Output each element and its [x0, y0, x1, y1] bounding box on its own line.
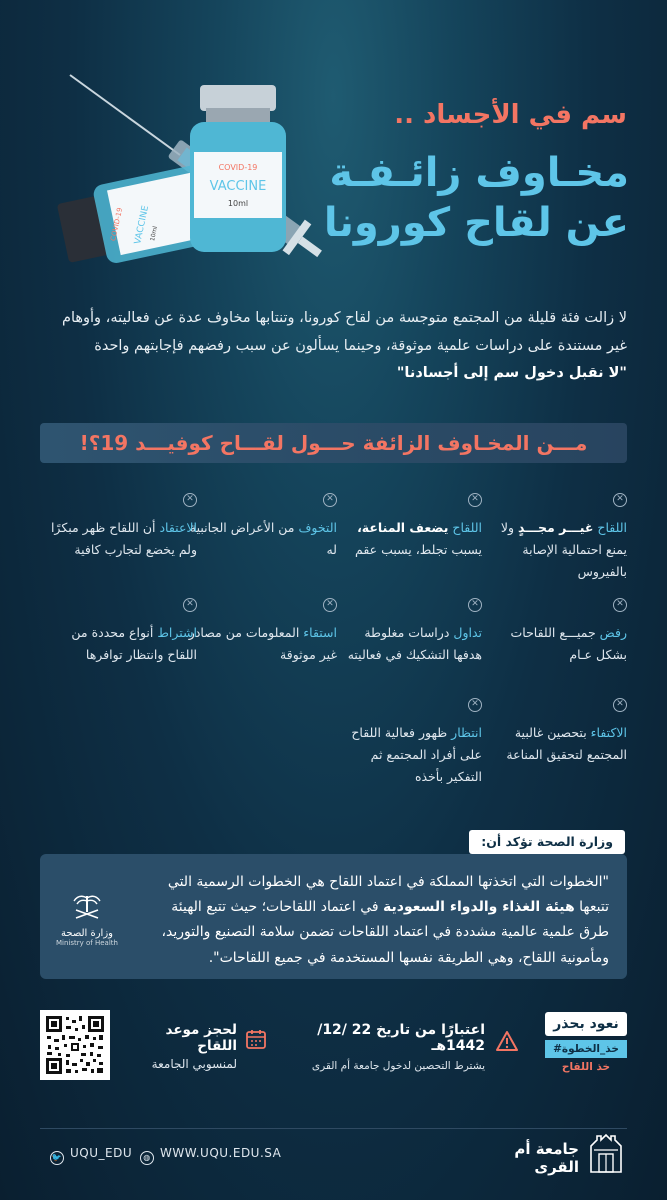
university-logo [467, 1132, 627, 1182]
x-circle-icon: ✕ [613, 698, 627, 712]
footer-divider [40, 1128, 627, 1129]
header-title-line2: عن لقاح كورونا [323, 200, 629, 246]
x-circle-icon: ✕ [613, 598, 627, 612]
notice-date: اعتبارًا من تاريخ 22 /12/ 1442هـ [317, 1022, 485, 1054]
myth-item [47, 494, 197, 561]
front-vial-label-top: COVID-19 [218, 163, 258, 172]
calendar-icon [245, 1028, 267, 1050]
header-subtitle: سم في الأجساد .. [394, 100, 627, 130]
myth-text: ظهور فعالية اللقاح على أفراد المجتمع ثم التفكير بأخذه [351, 725, 482, 784]
myth-item [332, 494, 482, 561]
section-banner: مـــن المخـاوف الزائفة حـــول لقـــاح كوفيـــد 19؟! [40, 423, 627, 463]
myth-item [332, 599, 482, 666]
campaign-badge [545, 1012, 627, 1084]
warning-triangle-icon [495, 1030, 519, 1052]
footer [40, 1138, 627, 1188]
ministry-logo-en: Ministry of Health [56, 939, 118, 947]
front-vial-label-main: VACCINE [209, 179, 267, 194]
header [0, 0, 667, 300]
myth-text: أن اللقاح ظهر مبكرًا ولم يخضع لتجارب كافية [50, 520, 197, 557]
x-circle-icon: ✕ [613, 493, 627, 507]
myth-item [187, 494, 337, 561]
ministry-text-part: "الخطوات التي اتخذتها المملكة في اعتماد اللقاح هي الخطوات الرسمية التي تتبعها [167, 874, 609, 916]
vaccine-illustration [40, 60, 340, 270]
myth-highlight: انتظار [451, 725, 482, 740]
intro-text: لا زالت فئة قليلة من المجتمع متوجسة من لقاح كورونا، وتنتابها مخاوف عدة عن فعاليته، وأوهام غير مستندة على دراسات علمية موثوقة، وحينما يسألون عن سبب رفضهم فإجابتهم واحدة [61, 310, 627, 354]
myth-text: بتحصين غالبية المجتمع لتحقيق المناعة [506, 725, 627, 762]
myth-text: المعلومات من مصادر غير موثوقة [188, 625, 337, 662]
booking-audience: لمنسوبي الجامعة [151, 1057, 237, 1071]
x-circle-icon: ✕ [468, 598, 482, 612]
myth-text: دراسات مغلوطة هدفها التشكيك في فعاليته [347, 625, 482, 662]
info-row [40, 1010, 627, 1090]
x-circle-icon: ✕ [468, 493, 482, 507]
myth-item [477, 494, 627, 583]
ministry-text-part: في اعتماد اللقاحات؛ حيث تتبع الهيئة طرق علمية عالمية مشددة في اعتماد اللقاحات تضمن سلامة التصنيع والتوريد، ومأمونية اللقاح، وهي الطريقة نفسها المستخدمة في جميع اللقاحات". [161, 899, 609, 966]
website-link[interactable] [140, 1146, 281, 1165]
intro-paragraph [40, 305, 627, 388]
campaign-sub: خذ اللقاح [561, 1061, 611, 1073]
myth-bold: يضعف المناعة، [357, 520, 449, 535]
x-circle-icon: ✕ [323, 493, 337, 507]
booking-title: لحجز موعد اللقاح [165, 1022, 237, 1054]
notice-condition: يشترط التحصين لدخول جامعة أم القرى [311, 1060, 485, 1072]
booking-block [127, 1022, 237, 1071]
myths-grid [40, 495, 627, 795]
myth-text: جميـــع اللقاحات بشكل عـام [510, 625, 627, 662]
ministry-text-bold: هيئة الغذاء والدواء السعودية [383, 899, 575, 916]
myth-highlight: اشتراط [157, 625, 197, 640]
intro-quote: "لا نقبل دخول سم إلى أجسادنا" [396, 365, 627, 382]
campaign-hashtag: #خذ_الخطوة [545, 1040, 627, 1058]
back-vial-label-vol: 10ml [149, 225, 160, 242]
myth-item [477, 599, 627, 666]
twitter-icon: 🐦 [50, 1151, 64, 1165]
university-name: جامعة أم القرى [514, 1140, 579, 1176]
twitter-link[interactable] [50, 1146, 132, 1165]
twitter-handle: UQU_EDU [70, 1146, 133, 1160]
ministry-statement [139, 870, 609, 971]
x-circle-icon: ✕ [323, 598, 337, 612]
front-vial-label-vol: 10ml [227, 199, 249, 208]
myth-highlight: استقاء [303, 625, 337, 640]
x-circle-icon: ✕ [468, 698, 482, 712]
myth-item [47, 599, 197, 666]
myth-item [477, 699, 627, 766]
qr-code[interactable] [40, 1010, 110, 1080]
ministry-label: وزارة الصحة تؤكد أن: [469, 830, 625, 854]
myth-text: من الأعراض الجانبية له [189, 520, 337, 557]
uqu-emblem-icon [585, 1132, 627, 1176]
myth-highlight: تداول [453, 625, 482, 640]
header-title-line1: مخـاوف زائـفـة [329, 150, 629, 196]
back-vial-label-top: COVID-19 [109, 206, 125, 242]
palm-swords-icon [70, 892, 104, 920]
myth-item [332, 699, 482, 788]
back-vial-label-main: VACCINE [133, 204, 152, 246]
myth-highlight: اللقاح [452, 520, 482, 535]
myth-bold: غيـــر مجـــدٍ [518, 520, 594, 535]
myth-highlight: الاكتفاء [590, 725, 627, 740]
globe-icon: ◍ [140, 1151, 154, 1165]
ministry-logo-ar: وزارة الصحة [61, 928, 113, 939]
notice-block [275, 1022, 485, 1072]
campaign-title: نعود بحذر [545, 1012, 627, 1036]
myth-highlight: الاعتقاد [159, 520, 197, 535]
myth-highlight: اللقاح [597, 520, 627, 535]
myth-item [187, 599, 337, 666]
ministry-statement-box [40, 854, 627, 979]
website-url: WWW.UQU.EDU.SA [160, 1146, 282, 1160]
myth-text: يسبب تجلط، يسبب عقم [355, 541, 482, 557]
myth-highlight: رفض [599, 625, 627, 640]
x-circle-icon: ✕ [183, 598, 197, 612]
myth-text: أنواع محددة من اللقاح وانتظار توافرها [71, 625, 197, 662]
ministry-of-health-logo [52, 892, 122, 952]
x-circle-icon: ✕ [183, 493, 197, 507]
myth-highlight: التخوف [298, 520, 337, 535]
myth-text: ولا يمنع احتمالية الإصابة بالفيروس [500, 520, 627, 579]
